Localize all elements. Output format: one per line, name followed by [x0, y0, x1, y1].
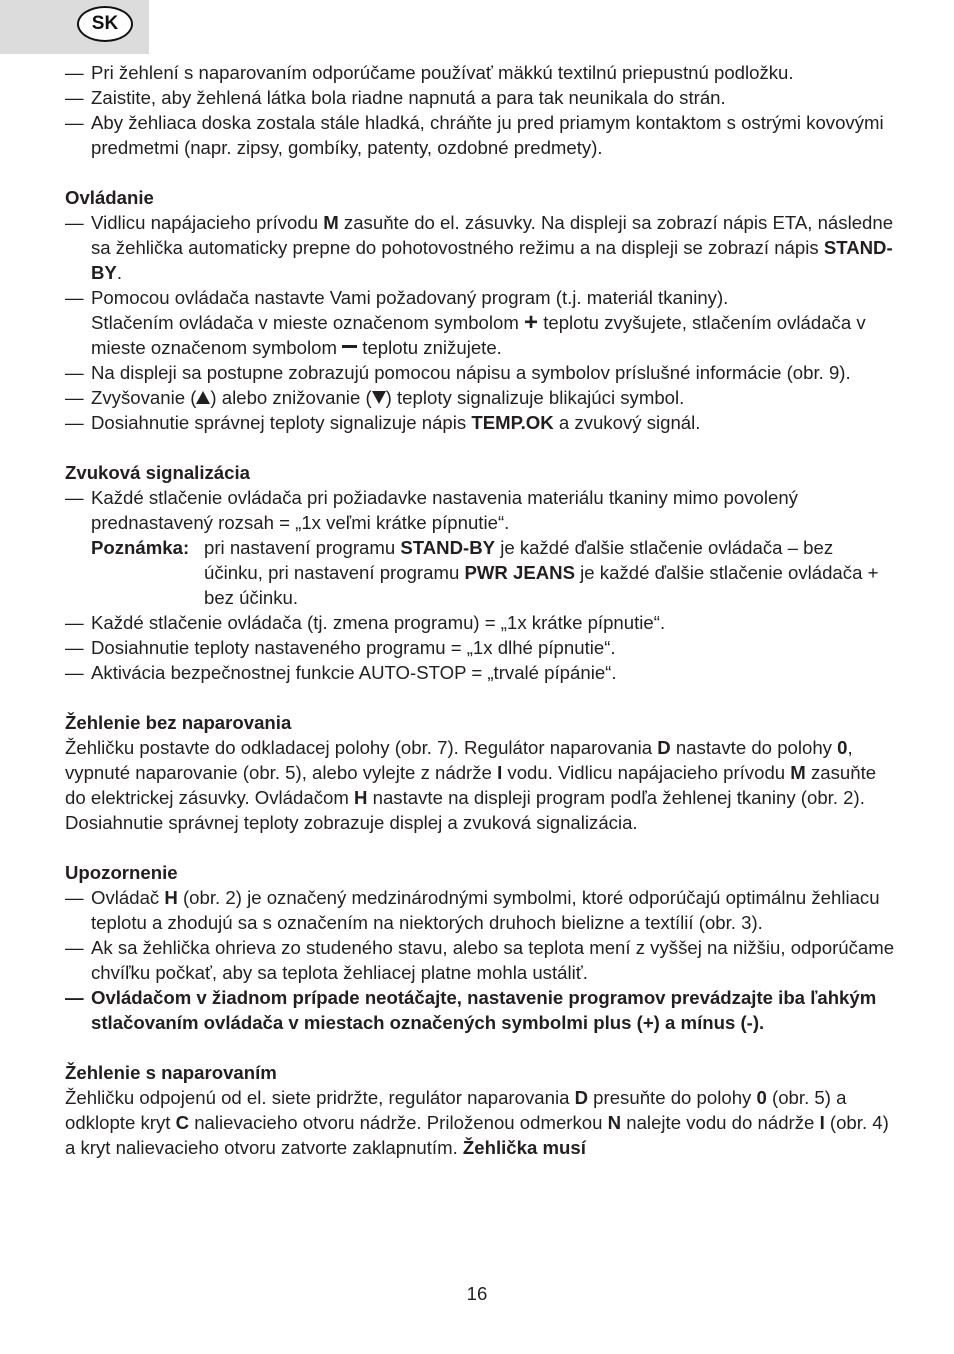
dash-bullet: — [65, 887, 84, 908]
list-item-text: Dosiahnutie správnej teploty signalizuje nápis TEMP.OK a zvukový signál. [91, 412, 701, 433]
list-item [65, 110, 895, 160]
note-text: pri nastavení programu STAND-BY je každé ďalšie stlačenie ovládača – bez účinku, pri nastavení programu PWR JEANS je každé ďalšie stlačenie ovládača + bez účinku. [204, 537, 879, 608]
list-item [65, 485, 895, 535]
list-item-text: Každé stlačenie ovládača (tj. zmena programu) = „1x krátke pípnutie“. [91, 612, 666, 633]
paragraph: Žehličku odpojenú od el. siete pridržte, regulátor naparovania D presuňte do polohy 0 (obr. 5) a odklopte kryt C nalievacieho otvoru nádrže. Priloženou odmerkou N nalejte vodu do nádrže I (obr. 4) a kryt nalievacieho otvoru zatvorte zaklapnutím. Žehlička musí [65, 1087, 889, 1158]
section-heading-zvukova-signalizacia: Zvuková signalizácia [65, 462, 250, 483]
section-heading-upozornenie: Upozornenie [65, 862, 178, 883]
list-item [65, 210, 895, 285]
list-item [65, 635, 895, 660]
list-item [65, 660, 895, 685]
list-item [65, 285, 895, 360]
page-number: 16 [466, 1283, 488, 1304]
section-heading-ovladanie: Ovládanie [65, 187, 154, 208]
list-item-text: Dosiahnutie teploty nastaveného programu = „1x dlhé pípnutie“. [91, 637, 616, 658]
dash-bullet: — [65, 637, 84, 658]
paragraph: Dosiahnutie správnej teploty zobrazuje displej a zvuková signalizácia. [65, 812, 638, 833]
minus-icon [342, 345, 357, 348]
list-item-text: Aby žehliaca doska zostala stále hladká, chráňte ju pred priamym kontaktom s ostrými kovovými predmetmi (napr. zipsy, gombíky, patenty, ozdobné predmety). [91, 112, 884, 158]
dash-bullet: — [65, 612, 84, 633]
list-item [65, 885, 895, 935]
dash-bullet: — [65, 62, 84, 83]
list-item [65, 610, 895, 635]
list-item-text: Ovládačom v žiadnom prípade neotáčajte, nastavenie programov prevádzajte iba ľahkým stlačovaním ovládača v miestach označených symbolmi plus (+) a mínus (-). [91, 987, 877, 1033]
dash-bullet: — [65, 212, 84, 233]
list-item-text: Aktivácia bezpečnostnej funkcie AUTO-STOP = „trvalé pípánie“. [91, 662, 617, 683]
dash-bullet: — [65, 112, 84, 133]
page-content [65, 60, 895, 1160]
language-badge [77, 6, 133, 42]
list-item-text: Zaistite, aby žehlená látka bola riadne napnutá a para tak neunikala do strán. [91, 87, 726, 108]
language-code: SK [91, 13, 119, 34]
list-item-text: Ak sa žehlička ohrieva zo studeného stavu, alebo sa teplota mení z vyššej na nižšiu, odporúčame chvíľku počkať, aby sa teplota žehliacej platne mohla ustáliť. [91, 937, 895, 983]
list-item-text: Vidlicu napájacieho prívodu M zasuňte do el. zásuvky. Na displeji sa zobrazí nápis ETA, následne sa žehlička automaticky prepne do pohotovostného režimu a na displeji se zobrazí nápis STAND-BY. [91, 212, 894, 283]
section-heading-zehlenie-bez-naparovania: Žehlenie bez naparovania [65, 712, 292, 733]
list-item-text: Zvyšovanie ( ) alebo znižovanie ( ) teploty signalizuje blikajúci symbol. [91, 387, 685, 408]
list-item-text: Pomocou ovládača nastavte Vami požadovaný program (t.j. materiál tkaniny). Stlačením ovládača v mieste označenom symbolom + teplotu zvyšujete, stlačením ovládača v mieste označenom symbolom teplotu znižujete. [91, 287, 866, 358]
list-item [65, 935, 895, 985]
list-item-text: Pri žehlení s naparovaním odporúčame používať mäkkú textilnú priepustnú podložku. [91, 62, 794, 83]
list-item-warning [65, 985, 895, 1035]
dash-bullet: — [65, 937, 84, 958]
list-item [65, 60, 895, 85]
list-item [65, 385, 895, 410]
list-item [65, 85, 895, 110]
section-heading-zehlenie-s-naparovanim: Žehlenie s naparovaním [65, 1062, 277, 1083]
triangle-down-icon [372, 391, 386, 404]
paragraph: Žehličku postavte do odkladacej polohy (obr. 7). Regulátor naparovania D nastavte do polohy 0, vypnuté naparovanie (obr. 5), alebo vylejte z nádrže I vodu. Vidlicu napájacieho prívodu M zasuňte do elektrickej zásuvky. Ovládačom H nastavte na displeji program podľa žehlenej tkaniny (obr. 2). [65, 737, 877, 808]
list-item-text: Na displeji sa postupne zobrazujú pomocou nápisu a symbolov príslušné informácie (obr. 9). [91, 362, 851, 383]
dash-bullet: — [65, 362, 84, 383]
plus-icon: + [524, 309, 539, 336]
list-item-text: Každé stlačenie ovládača pri požiadavke nastavenia materiálu tkaniny mimo povolený prednastavený rozsah = „1x veľmi krátke pípnutie“. [91, 487, 798, 533]
dash-bullet: — [65, 662, 84, 683]
language-tab [0, 0, 149, 54]
note-label: Poznámka: [91, 537, 190, 558]
dash-bullet: — [65, 487, 84, 508]
list-item-text: Ovládač H (obr. 2) je označený medzinárodnými symbolmi, ktoré odporúčajú optimálnu žehliacu teplotu a zhodujú sa s označením na niektorých druhoch bielizne a textílií (obr. 3). [91, 887, 880, 933]
dash-bullet: — [65, 387, 84, 408]
dash-bullet: — [65, 287, 84, 308]
list-item [65, 360, 895, 385]
triangle-up-icon [196, 391, 210, 404]
dash-bullet: — [65, 412, 84, 433]
note [91, 535, 895, 610]
list-item [65, 410, 895, 435]
dash-bullet: — [65, 87, 84, 108]
dash-bullet: — [65, 987, 84, 1008]
